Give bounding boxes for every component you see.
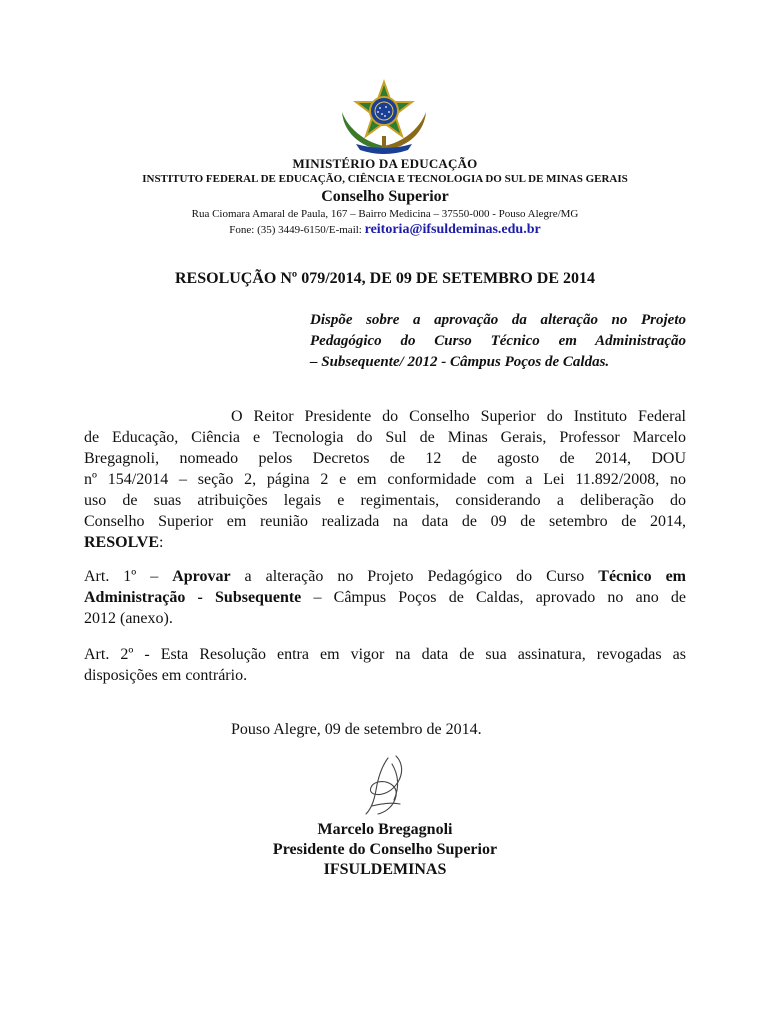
preamble-line: de Educação, Ciência e Tecnologia do Sul de Minas Gerais, Professor Marcelo	[84, 429, 686, 446]
article-1-text: – Câmpus Poços de Caldas, aprovado no ano de	[301, 589, 686, 606]
course-name-part: Administração - Subsequente	[84, 589, 302, 606]
signatory-role: Presidente do Conselho Superior	[272, 841, 498, 858]
email-link[interactable]: reitoria@ifsuldeminas.edu.br	[364, 222, 541, 237]
preamble-line: nº 154/2014 – seção 2, página 2 e em conformidade com a Lei 11.892/2008, no	[84, 471, 686, 488]
article-1	[84, 566, 686, 629]
article-1-text: a alteração no Projeto Pedagógico do Curso	[230, 568, 599, 585]
place-date: Pouso Alegre, 09 de setembro de 2014.	[231, 721, 482, 738]
article-1-line	[84, 566, 686, 587]
article-1-line	[84, 587, 686, 608]
summary-line: Dispõe sobre a aprovação da alteração no Projeto	[310, 312, 686, 328]
contact-line	[0, 222, 770, 238]
coat-of-arms-icon	[334, 78, 434, 158]
preamble-line: O Reitor Presidente do Conselho Superior do Instituto Federal	[231, 408, 686, 425]
ministry-name: MINISTÉRIO DA EDUCAÇÃO	[292, 156, 478, 171]
signatory-name: Marcelo Bregagnoli	[317, 821, 453, 838]
council-name: Conselho Superior	[321, 188, 449, 205]
article-1-number: Art. 1º –	[84, 568, 173, 585]
preamble-line: Conselho Superior em reunião realizada na data de 09 de setembro de 2014,	[84, 513, 686, 530]
article-2-line: disposições em contrário.	[84, 667, 248, 684]
handwritten-signature	[352, 752, 422, 818]
resolve-colon: :	[159, 534, 164, 551]
signatory-organization: IFSULDEMINAS	[323, 861, 447, 878]
article-1-line: 2012 (anexo).	[84, 610, 173, 627]
preamble-line: Bregagnoli, nomeado pelos Decretos de 12 de agosto de 2014, DOU	[84, 450, 686, 467]
institute-name: INSTITUTO FEDERAL DE EDUCAÇÃO, CIÊNCIA E TECNOLOGIA DO SUL DE MINAS GERAIS	[142, 173, 628, 185]
resolve-word: RESOLVE	[84, 534, 159, 551]
resolve-line	[84, 532, 686, 553]
article-2	[84, 644, 686, 686]
summary-line: – Subsequente/ 2012 - Câmpus Poços de Caldas.	[310, 354, 610, 370]
course-name-part: Técnico em	[598, 568, 687, 585]
preamble-paragraph	[84, 406, 686, 553]
preamble-line: uso de suas atribuições legais e regimentais, considerando a deliberação do	[84, 492, 686, 509]
address-line: Rua Ciomara Amaral de Paula, 167 – Bairro Medicina – 37550-000 - Pouso Alegre/MG	[191, 208, 579, 220]
resolution-title: RESOLUÇÃO Nº 079/2014, DE 09 DE SETEMBRO DE 2014	[175, 270, 595, 287]
phone-label: Fone: (35) 3449-6150/E-mail:	[229, 224, 365, 236]
article-2-line: Art. 2º - Esta Resolução entra em vigor na data de sua assinatura, revogadas as	[84, 646, 686, 663]
resolution-summary	[310, 310, 686, 373]
summary-line: Pedagógico do Curso Técnico em Administração	[310, 333, 686, 349]
signatory-block	[0, 820, 770, 880]
article-1-verb: Aprovar	[172, 568, 231, 585]
